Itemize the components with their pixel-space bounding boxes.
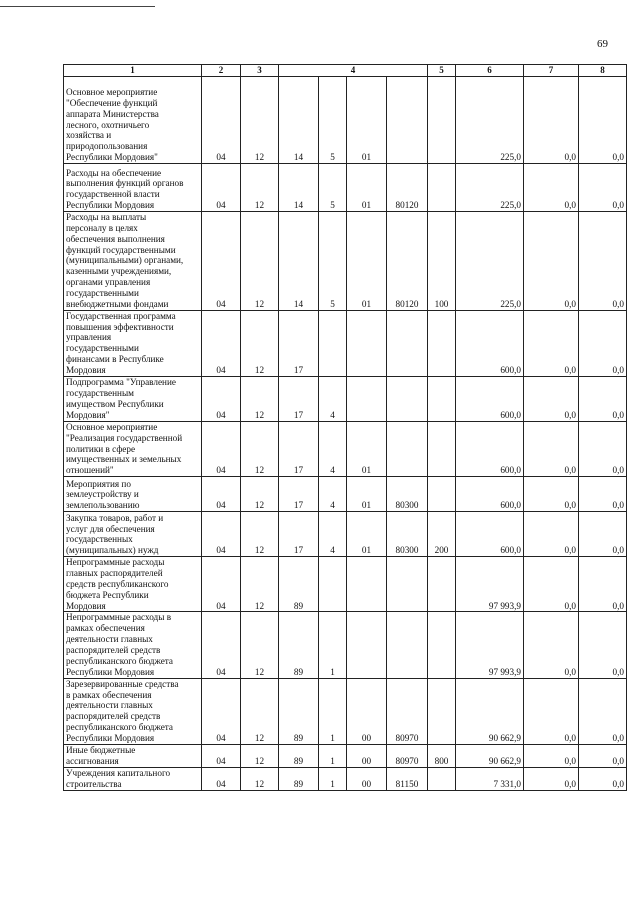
code-subsection: 12	[241, 477, 279, 512]
amount-col-7: 0,0	[524, 421, 579, 476]
code-subsection: 12	[241, 612, 279, 678]
amount-col-6: 600,0	[456, 376, 524, 421]
table-row	[64, 557, 627, 612]
amount-col-7: 0,0	[524, 164, 579, 212]
amount-col-7: 0,0	[524, 512, 579, 557]
code-subsection: 12	[241, 376, 279, 421]
code-section: 04	[202, 212, 241, 311]
code-subsection: 12	[241, 77, 279, 164]
amount-col-8: 0,0	[579, 512, 627, 557]
row-name: Государственная программа повышения эффективности управления государственными финансами в Республике Мордовия	[64, 310, 202, 376]
code-direction: 80300	[387, 477, 428, 512]
code-subprogram: 4	[319, 376, 347, 421]
row-name: Подпрограмма "Управление государственным имуществом Республики Мордовия"	[64, 376, 202, 421]
amount-col-8: 0,0	[579, 376, 627, 421]
code-subprogram: 1	[319, 744, 347, 767]
amount-col-6: 97 993,9	[456, 612, 524, 678]
row-name: Расходы на обеспечение выполнения функций органов государственной власти Республики Мордовия	[64, 164, 202, 212]
amount-col-7: 0,0	[524, 612, 579, 678]
amount-col-7: 0,0	[524, 557, 579, 612]
code-subprogram: 1	[319, 612, 347, 678]
amount-col-6: 225,0	[456, 164, 524, 212]
amount-col-6: 600,0	[456, 477, 524, 512]
table-row	[64, 744, 627, 767]
code-expense-type	[428, 557, 456, 612]
code-direction	[387, 612, 428, 678]
code-event	[347, 612, 387, 678]
row-name: Непрограммные расходы в рамках обеспечения деятельности главных распорядителей средств республиканского бюджета Республики Мордовия	[64, 612, 202, 678]
header-col-5: 5	[428, 65, 456, 77]
code-expense-type: 200	[428, 512, 456, 557]
amount-col-8: 0,0	[579, 767, 627, 790]
code-program: 14	[279, 77, 319, 164]
code-direction: 80120	[387, 212, 428, 311]
amount-col-7: 0,0	[524, 767, 579, 790]
amount-col-6: 90 662,9	[456, 678, 524, 744]
code-expense-type	[428, 612, 456, 678]
row-name: Учреждения капитального строительства	[64, 767, 202, 790]
code-section: 04	[202, 310, 241, 376]
code-event: 00	[347, 744, 387, 767]
code-expense-type	[428, 678, 456, 744]
page-number: 69	[597, 38, 608, 50]
code-section: 04	[202, 77, 241, 164]
amount-col-6: 90 662,9	[456, 744, 524, 767]
code-section: 04	[202, 678, 241, 744]
row-name: Основное мероприятие "Обеспечение функций аппарата Министерства лесного, охотничьего хозяйства и природопользования Республики Мордовия"	[64, 77, 202, 164]
code-program: 89	[279, 744, 319, 767]
table-row	[64, 512, 627, 557]
code-direction	[387, 77, 428, 164]
header-col-2: 2	[202, 65, 241, 77]
table-row	[64, 477, 627, 512]
code-program: 17	[279, 376, 319, 421]
code-subprogram: 5	[319, 164, 347, 212]
table-row	[64, 310, 627, 376]
code-subsection: 12	[241, 212, 279, 311]
table-row	[64, 612, 627, 678]
code-event: 01	[347, 77, 387, 164]
amount-col-8: 0,0	[579, 212, 627, 311]
amount-col-7: 0,0	[524, 310, 579, 376]
amount-col-8: 0,0	[579, 678, 627, 744]
table-row	[64, 164, 627, 212]
code-expense-type: 800	[428, 744, 456, 767]
code-program: 89	[279, 612, 319, 678]
budget-table	[63, 64, 627, 791]
header-col-6: 6	[456, 65, 524, 77]
amount-col-8: 0,0	[579, 612, 627, 678]
amount-col-8: 0,0	[579, 477, 627, 512]
amount-col-7: 0,0	[524, 212, 579, 311]
code-section: 04	[202, 164, 241, 212]
code-subprogram	[319, 557, 347, 612]
code-event: 00	[347, 767, 387, 790]
code-subsection: 12	[241, 767, 279, 790]
code-program: 17	[279, 310, 319, 376]
code-expense-type	[428, 767, 456, 790]
table-row	[64, 77, 627, 164]
amount-col-6: 225,0	[456, 212, 524, 311]
amount-col-6: 600,0	[456, 512, 524, 557]
code-expense-type	[428, 310, 456, 376]
amount-col-7: 0,0	[524, 376, 579, 421]
code-direction	[387, 421, 428, 476]
code-event: 01	[347, 212, 387, 311]
top-rule	[0, 6, 155, 7]
amount-col-6: 600,0	[456, 421, 524, 476]
amount-col-6: 225,0	[456, 77, 524, 164]
code-program: 17	[279, 477, 319, 512]
code-subsection: 12	[241, 310, 279, 376]
table-row	[64, 212, 627, 311]
code-direction: 80970	[387, 744, 428, 767]
amount-col-6: 600,0	[456, 310, 524, 376]
table-row	[64, 376, 627, 421]
code-expense-type	[428, 77, 456, 164]
code-direction: 80120	[387, 164, 428, 212]
code-program: 17	[279, 421, 319, 476]
row-name: Мероприятия по землеустройству и землепользованию	[64, 477, 202, 512]
row-name: Закупка товаров, работ и услуг для обеспечения государственных (муниципальных) нужд	[64, 512, 202, 557]
row-name: Основное мероприятие "Реализация государственной политики в сфере имущественных и земельных отношений"	[64, 421, 202, 476]
amount-col-8: 0,0	[579, 744, 627, 767]
table-row	[64, 421, 627, 476]
header-col-1: 1	[64, 65, 202, 77]
code-event: 01	[347, 512, 387, 557]
code-event	[347, 557, 387, 612]
code-event: 01	[347, 477, 387, 512]
amount-col-8: 0,0	[579, 77, 627, 164]
code-subsection: 12	[241, 557, 279, 612]
code-event: 00	[347, 678, 387, 744]
code-direction: 81150	[387, 767, 428, 790]
header-col-3: 3	[241, 65, 279, 77]
code-section: 04	[202, 477, 241, 512]
amount-col-8: 0,0	[579, 557, 627, 612]
row-name: Зарезервированные средства в рамках обеспечения деятельности главных распорядителей средств республиканского бюджета Республики Мордовия	[64, 678, 202, 744]
header-col-4: 4	[279, 65, 428, 77]
code-expense-type: 100	[428, 212, 456, 311]
code-subsection: 12	[241, 512, 279, 557]
code-expense-type	[428, 164, 456, 212]
code-section: 04	[202, 767, 241, 790]
code-subprogram	[319, 310, 347, 376]
code-section: 04	[202, 744, 241, 767]
code-expense-type	[428, 421, 456, 476]
code-subprogram: 5	[319, 212, 347, 311]
amount-col-7: 0,0	[524, 744, 579, 767]
code-event	[347, 310, 387, 376]
code-event: 01	[347, 164, 387, 212]
code-direction	[387, 376, 428, 421]
code-subprogram: 4	[319, 477, 347, 512]
code-subprogram: 1	[319, 767, 347, 790]
row-name: Непрограммные расходы главных распорядителей средств республиканского бюджета Республики Мордовия	[64, 557, 202, 612]
row-name: Иные бюджетные ассигнования	[64, 744, 202, 767]
code-subprogram: 1	[319, 678, 347, 744]
table-row	[64, 767, 627, 790]
code-direction: 80300	[387, 512, 428, 557]
amount-col-7: 0,0	[524, 477, 579, 512]
code-expense-type	[428, 376, 456, 421]
amount-col-6: 7 331,0	[456, 767, 524, 790]
code-section: 04	[202, 512, 241, 557]
code-subprogram: 5	[319, 77, 347, 164]
code-subsection: 12	[241, 421, 279, 476]
table-row	[64, 678, 627, 744]
amount-col-8: 0,0	[579, 421, 627, 476]
code-program: 89	[279, 678, 319, 744]
header-col-8: 8	[579, 65, 627, 77]
code-subprogram: 4	[319, 512, 347, 557]
amount-col-7: 0,0	[524, 678, 579, 744]
code-program: 14	[279, 164, 319, 212]
code-direction	[387, 310, 428, 376]
code-subsection: 12	[241, 744, 279, 767]
code-section: 04	[202, 376, 241, 421]
code-section: 04	[202, 612, 241, 678]
code-program: 89	[279, 767, 319, 790]
header-col-7: 7	[524, 65, 579, 77]
amount-col-6: 97 993,9	[456, 557, 524, 612]
amount-col-7: 0,0	[524, 77, 579, 164]
code-section: 04	[202, 421, 241, 476]
amount-col-8: 0,0	[579, 310, 627, 376]
code-subprogram: 4	[319, 421, 347, 476]
amount-col-8: 0,0	[579, 164, 627, 212]
header-row	[64, 65, 627, 77]
code-subsection: 12	[241, 678, 279, 744]
code-event: 01	[347, 421, 387, 476]
code-program: 17	[279, 512, 319, 557]
code-section: 04	[202, 557, 241, 612]
code-subsection: 12	[241, 164, 279, 212]
code-event	[347, 376, 387, 421]
code-expense-type	[428, 477, 456, 512]
code-program: 89	[279, 557, 319, 612]
code-program: 14	[279, 212, 319, 311]
code-direction: 80970	[387, 678, 428, 744]
code-direction	[387, 557, 428, 612]
row-name: Расходы на выплаты персоналу в целях обеспечения выполнения функций государственными (муниципальными) органами, казенными учреждениями, органами управления государственными внебюджетными фондами	[64, 212, 202, 311]
